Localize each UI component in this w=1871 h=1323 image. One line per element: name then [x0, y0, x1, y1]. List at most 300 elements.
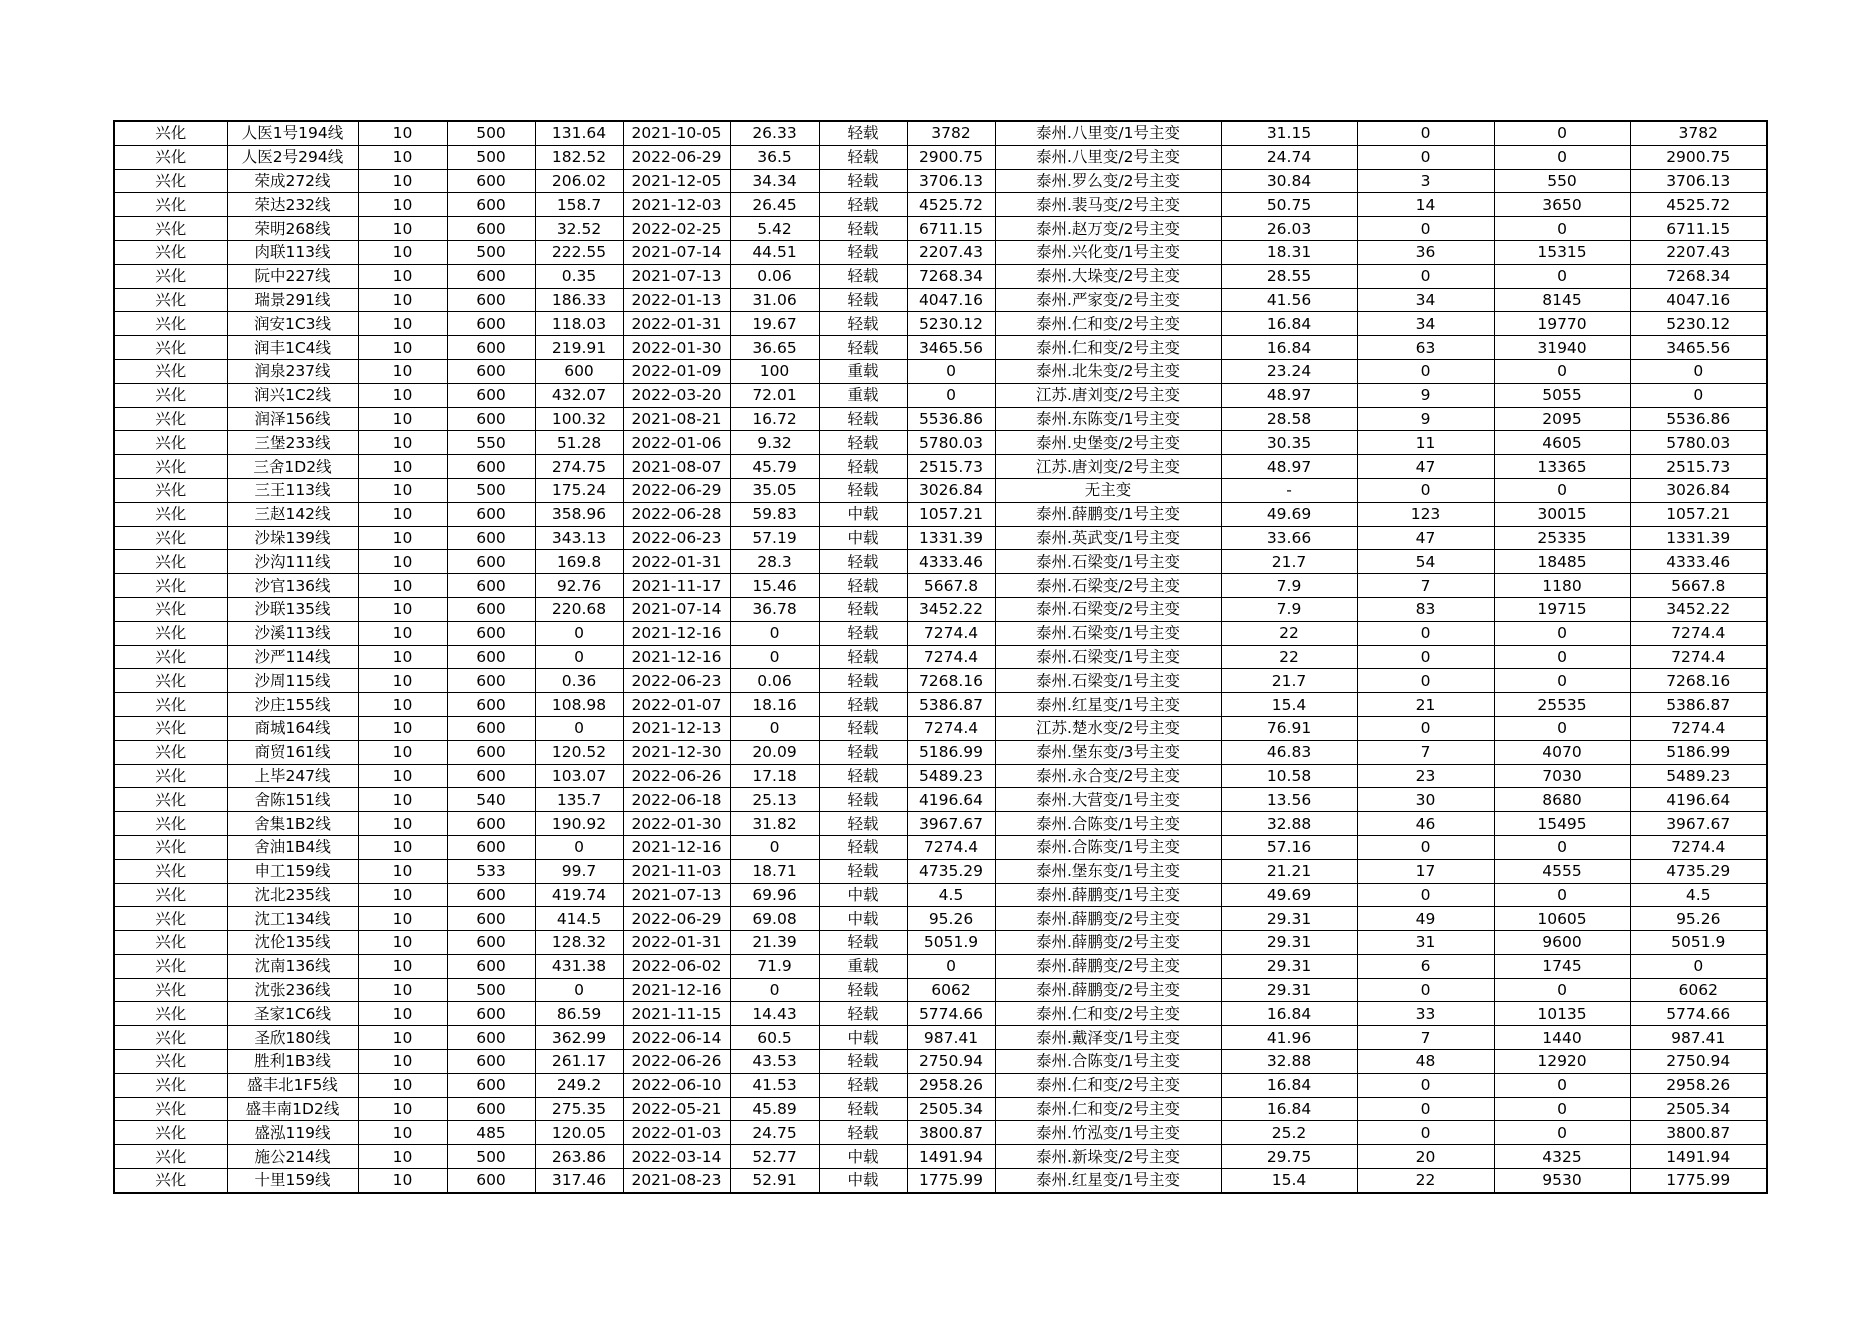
line-name-cell: 沈工134线: [227, 907, 358, 931]
rated-capacity-cell: 600: [447, 288, 535, 312]
available-capacity-cell: 3452.22: [907, 597, 995, 621]
user-capacity-cell: 3650: [1494, 193, 1630, 217]
substation-transformer-cell: 泰州.合陈变/1号主变: [995, 812, 1221, 836]
user-count-cell: 7: [1357, 574, 1494, 598]
remaining-capacity-cell: 7274.4: [1630, 645, 1767, 669]
available-capacity-cell: 3800.87: [907, 1121, 995, 1145]
load-rate-cell: 60.5: [730, 1026, 819, 1050]
user-capacity-cell: 25535: [1494, 693, 1630, 717]
load-status-cell: 轻载: [819, 740, 907, 764]
peak-load-cell: 0: [535, 835, 623, 859]
substation-transformer-cell: 泰州.八里变/1号主变: [995, 121, 1221, 145]
rated-capacity-cell: 600: [447, 455, 535, 479]
peak-load-cell: 263.86: [535, 1145, 623, 1169]
available-capacity-cell: 1775.99: [907, 1169, 995, 1193]
load-status-cell: 轻载: [819, 764, 907, 788]
line-name-cell: 沙联135线: [227, 597, 358, 621]
substation-transformer-cell: 泰州.堡东变/1号主变: [995, 859, 1221, 883]
peak-load-cell: 120.05: [535, 1121, 623, 1145]
transformer-load-rate-cell: 7.9: [1221, 597, 1357, 621]
rated-capacity-cell: 500: [447, 478, 535, 502]
voltage-cell: 10: [358, 121, 447, 145]
rated-capacity-cell: 500: [447, 240, 535, 264]
region-cell: 兴化: [114, 764, 227, 788]
remaining-capacity-cell: 3465.56: [1630, 336, 1767, 360]
user-capacity-cell: 7030: [1494, 764, 1630, 788]
load-rate-cell: 0: [730, 621, 819, 645]
remaining-capacity-cell: 5051.9: [1630, 931, 1767, 955]
line-name-cell: 润泽156线: [227, 407, 358, 431]
peak-load-cell: 432.07: [535, 383, 623, 407]
user-capacity-cell: 1180: [1494, 574, 1630, 598]
load-status-cell: 中载: [819, 1169, 907, 1193]
available-capacity-cell: 6062: [907, 978, 995, 1002]
user-capacity-cell: 0: [1494, 1073, 1630, 1097]
load-rate-cell: 69.08: [730, 907, 819, 931]
load-rate-cell: 0: [730, 978, 819, 1002]
user-count-cell: 0: [1357, 1121, 1494, 1145]
line-name-cell: 施公214线: [227, 1145, 358, 1169]
table-row: [114, 788, 1767, 812]
transformer-load-rate-cell: 33.66: [1221, 526, 1357, 550]
voltage-cell: 10: [358, 550, 447, 574]
remaining-capacity-cell: 6711.15: [1630, 217, 1767, 241]
remaining-capacity-cell: 2900.75: [1630, 145, 1767, 169]
load-rate-cell: 36.78: [730, 597, 819, 621]
user-capacity-cell: 550: [1494, 169, 1630, 193]
user-count-cell: 123: [1357, 502, 1494, 526]
region-cell: 兴化: [114, 1050, 227, 1074]
region-cell: 兴化: [114, 240, 227, 264]
user-count-cell: 33: [1357, 1002, 1494, 1026]
line-name-cell: 三王113线: [227, 478, 358, 502]
user-capacity-cell: 1440: [1494, 1026, 1630, 1050]
available-capacity-cell: 5186.99: [907, 740, 995, 764]
line-name-cell: 舍集1B2线: [227, 812, 358, 836]
user-capacity-cell: 0: [1494, 478, 1630, 502]
user-count-cell: 21: [1357, 693, 1494, 717]
remaining-capacity-cell: 7274.4: [1630, 835, 1767, 859]
available-capacity-cell: 4047.16: [907, 288, 995, 312]
line-name-cell: 申工159线: [227, 859, 358, 883]
available-capacity-cell: 3782: [907, 121, 995, 145]
rated-capacity-cell: 500: [447, 145, 535, 169]
peak-load-cell: 275.35: [535, 1097, 623, 1121]
user-count-cell: 0: [1357, 645, 1494, 669]
user-capacity-cell: 9530: [1494, 1169, 1630, 1193]
user-capacity-cell: 19715: [1494, 597, 1630, 621]
load-rate-cell: 0.06: [730, 669, 819, 693]
load-rate-cell: 20.09: [730, 740, 819, 764]
transformer-load-rate-cell: 29.31: [1221, 978, 1357, 1002]
rated-capacity-cell: 600: [447, 359, 535, 383]
line-name-cell: 润泉237线: [227, 359, 358, 383]
line-name-cell: 沙官136线: [227, 574, 358, 598]
region-cell: 兴化: [114, 359, 227, 383]
substation-transformer-cell: 泰州.八里变/2号主变: [995, 145, 1221, 169]
load-status-cell: 轻载: [819, 812, 907, 836]
voltage-cell: 10: [358, 883, 447, 907]
transformer-load-rate-cell: 18.31: [1221, 240, 1357, 264]
load-status-cell: 轻载: [819, 550, 907, 574]
load-status-cell: 轻载: [819, 288, 907, 312]
region-cell: 兴化: [114, 121, 227, 145]
peak-load-cell: 92.76: [535, 574, 623, 598]
region-cell: 兴化: [114, 383, 227, 407]
transformer-load-rate-cell: 13.56: [1221, 788, 1357, 812]
load-status-cell: 轻载: [819, 835, 907, 859]
peak-load-cell: 0: [535, 716, 623, 740]
peak-load-cell: 0: [535, 621, 623, 645]
load-status-cell: 轻载: [819, 1121, 907, 1145]
load-rate-cell: 31.06: [730, 288, 819, 312]
load-rate-cell: 24.75: [730, 1121, 819, 1145]
available-capacity-cell: 1331.39: [907, 526, 995, 550]
load-status-cell: 轻载: [819, 478, 907, 502]
peak-load-cell: 100.32: [535, 407, 623, 431]
available-capacity-cell: 2958.26: [907, 1073, 995, 1097]
remaining-capacity-cell: 7268.34: [1630, 264, 1767, 288]
remaining-capacity-cell: 4.5: [1630, 883, 1767, 907]
voltage-cell: 10: [358, 264, 447, 288]
substation-transformer-cell: 泰州.东陈变/1号主变: [995, 407, 1221, 431]
transformer-load-rate-cell: 46.83: [1221, 740, 1357, 764]
remaining-capacity-cell: 4047.16: [1630, 288, 1767, 312]
remaining-capacity-cell: 2515.73: [1630, 455, 1767, 479]
transformer-load-rate-cell: 16.84: [1221, 312, 1357, 336]
available-capacity-cell: 95.26: [907, 907, 995, 931]
peak-load-cell: 414.5: [535, 907, 623, 931]
substation-transformer-cell: 江苏.唐刘变/2号主变: [995, 455, 1221, 479]
user-capacity-cell: 2095: [1494, 407, 1630, 431]
voltage-cell: 10: [358, 931, 447, 955]
load-status-cell: 轻载: [819, 264, 907, 288]
substation-transformer-cell: 泰州.红星变/1号主变: [995, 693, 1221, 717]
rated-capacity-cell: 500: [447, 1145, 535, 1169]
available-capacity-cell: 2750.94: [907, 1050, 995, 1074]
transformer-load-rate-cell: 21.7: [1221, 550, 1357, 574]
voltage-cell: 10: [358, 431, 447, 455]
peak-date-cell: 2021-12-05: [623, 169, 730, 193]
transformer-load-rate-cell: 21.7: [1221, 669, 1357, 693]
line-name-cell: 三赵142线: [227, 502, 358, 526]
line-name-cell: 沙周115线: [227, 669, 358, 693]
region-cell: 兴化: [114, 931, 227, 955]
peak-date-cell: 2022-01-03: [623, 1121, 730, 1145]
peak-date-cell: 2021-11-15: [623, 1002, 730, 1026]
peak-date-cell: 2022-06-23: [623, 669, 730, 693]
region-cell: 兴化: [114, 526, 227, 550]
remaining-capacity-cell: 5780.03: [1630, 431, 1767, 455]
region-cell: 兴化: [114, 217, 227, 241]
remaining-capacity-cell: 0: [1630, 954, 1767, 978]
load-rate-cell: 28.3: [730, 550, 819, 574]
user-capacity-cell: 0: [1494, 716, 1630, 740]
available-capacity-cell: 3465.56: [907, 336, 995, 360]
available-capacity-cell: 5667.8: [907, 574, 995, 598]
peak-date-cell: 2022-06-29: [623, 907, 730, 931]
transformer-load-rate-cell: 50.75: [1221, 193, 1357, 217]
region-cell: 兴化: [114, 312, 227, 336]
transformer-load-rate-cell: 29.31: [1221, 931, 1357, 955]
load-rate-cell: 5.42: [730, 217, 819, 241]
user-count-cell: 0: [1357, 217, 1494, 241]
peak-date-cell: 2022-01-07: [623, 693, 730, 717]
rated-capacity-cell: 600: [447, 1050, 535, 1074]
line-name-cell: 润丰1C4线: [227, 336, 358, 360]
voltage-cell: 10: [358, 740, 447, 764]
user-capacity-cell: 0: [1494, 978, 1630, 1002]
transformer-load-rate-cell: 41.56: [1221, 288, 1357, 312]
substation-transformer-cell: 泰州.罗么变/2号主变: [995, 169, 1221, 193]
table-row: [114, 1097, 1767, 1121]
peak-date-cell: 2021-12-03: [623, 193, 730, 217]
table-row: [114, 431, 1767, 455]
region-cell: 兴化: [114, 693, 227, 717]
line-name-cell: 沙庄155线: [227, 693, 358, 717]
available-capacity-cell: 5774.66: [907, 1002, 995, 1026]
table-row: [114, 336, 1767, 360]
available-capacity-cell: 7274.4: [907, 645, 995, 669]
table-row: [114, 740, 1767, 764]
table-row: [114, 812, 1767, 836]
table-row: [114, 288, 1767, 312]
peak-load-cell: 128.32: [535, 931, 623, 955]
load-rate-cell: 18.71: [730, 859, 819, 883]
substation-transformer-cell: 泰州.赵万变/2号主变: [995, 217, 1221, 241]
peak-date-cell: 2022-01-30: [623, 812, 730, 836]
user-count-cell: 17: [1357, 859, 1494, 883]
voltage-cell: 10: [358, 1073, 447, 1097]
load-status-cell: 轻载: [819, 121, 907, 145]
peak-date-cell: 2021-08-23: [623, 1169, 730, 1193]
peak-load-cell: 158.7: [535, 193, 623, 217]
transformer-load-rate-cell: 29.31: [1221, 954, 1357, 978]
peak-load-cell: 103.07: [535, 764, 623, 788]
peak-load-cell: 358.96: [535, 502, 623, 526]
remaining-capacity-cell: 3026.84: [1630, 478, 1767, 502]
load-rate-cell: 52.91: [730, 1169, 819, 1193]
load-rate-cell: 52.77: [730, 1145, 819, 1169]
voltage-cell: 10: [358, 1121, 447, 1145]
remaining-capacity-cell: 1491.94: [1630, 1145, 1767, 1169]
region-cell: 兴化: [114, 645, 227, 669]
peak-load-cell: 274.75: [535, 455, 623, 479]
substation-transformer-cell: 泰州.薛鹏变/2号主变: [995, 931, 1221, 955]
line-name-cell: 胜利1B3线: [227, 1050, 358, 1074]
user-capacity-cell: 4605: [1494, 431, 1630, 455]
available-capacity-cell: 2505.34: [907, 1097, 995, 1121]
load-status-cell: 重载: [819, 359, 907, 383]
load-rate-cell: 31.82: [730, 812, 819, 836]
region-cell: 兴化: [114, 1073, 227, 1097]
rated-capacity-cell: 500: [447, 121, 535, 145]
load-status-cell: 轻载: [819, 193, 907, 217]
peak-date-cell: 2022-06-23: [623, 526, 730, 550]
available-capacity-cell: 1057.21: [907, 502, 995, 526]
voltage-cell: 10: [358, 1026, 447, 1050]
peak-date-cell: 2021-12-16: [623, 621, 730, 645]
peak-date-cell: 2022-06-26: [623, 1050, 730, 1074]
rated-capacity-cell: 600: [447, 407, 535, 431]
load-status-cell: 中载: [819, 502, 907, 526]
user-count-cell: 0: [1357, 1097, 1494, 1121]
transformer-load-rate-cell: 30.84: [1221, 169, 1357, 193]
load-rate-cell: 36.65: [730, 336, 819, 360]
rated-capacity-cell: 600: [447, 217, 535, 241]
peak-date-cell: 2022-06-26: [623, 764, 730, 788]
rated-capacity-cell: 600: [447, 669, 535, 693]
load-status-cell: 轻载: [819, 217, 907, 241]
load-status-cell: 轻载: [819, 407, 907, 431]
region-cell: 兴化: [114, 1169, 227, 1193]
peak-load-cell: 190.92: [535, 812, 623, 836]
peak-date-cell: 2021-12-16: [623, 645, 730, 669]
substation-transformer-cell: 江苏.楚水变/2号主变: [995, 716, 1221, 740]
region-cell: 兴化: [114, 883, 227, 907]
region-cell: 兴化: [114, 812, 227, 836]
user-capacity-cell: 12920: [1494, 1050, 1630, 1074]
line-name-cell: 瑞景291线: [227, 288, 358, 312]
peak-load-cell: 343.13: [535, 526, 623, 550]
voltage-cell: 10: [358, 526, 447, 550]
region-cell: 兴化: [114, 407, 227, 431]
table-row: [114, 621, 1767, 645]
user-capacity-cell: 4325: [1494, 1145, 1630, 1169]
voltage-cell: 10: [358, 859, 447, 883]
rated-capacity-cell: 600: [447, 645, 535, 669]
substation-transformer-cell: 泰州.兴化变/1号主变: [995, 240, 1221, 264]
rated-capacity-cell: 600: [447, 1026, 535, 1050]
line-name-cell: 三舍1D2线: [227, 455, 358, 479]
transformer-load-rate-cell: -: [1221, 478, 1357, 502]
user-count-cell: 9: [1357, 407, 1494, 431]
load-status-cell: 轻载: [819, 621, 907, 645]
transformer-load-rate-cell: 32.88: [1221, 1050, 1357, 1074]
line-name-cell: 荣达232线: [227, 193, 358, 217]
load-status-cell: 轻载: [819, 645, 907, 669]
load-status-cell: 重载: [819, 954, 907, 978]
user-capacity-cell: 8145: [1494, 288, 1630, 312]
peak-load-cell: 261.17: [535, 1050, 623, 1074]
substation-transformer-cell: 泰州.裴马变/2号主变: [995, 193, 1221, 217]
voltage-cell: 10: [358, 716, 447, 740]
user-count-cell: 20: [1357, 1145, 1494, 1169]
user-capacity-cell: 0: [1494, 121, 1630, 145]
user-count-cell: 48: [1357, 1050, 1494, 1074]
peak-load-cell: 317.46: [535, 1169, 623, 1193]
user-count-cell: 0: [1357, 883, 1494, 907]
table-row: [114, 502, 1767, 526]
substation-transformer-cell: 泰州.石梁变/1号主变: [995, 645, 1221, 669]
line-name-cell: 沈北235线: [227, 883, 358, 907]
line-name-cell: 沙溪113线: [227, 621, 358, 645]
remaining-capacity-cell: 0: [1630, 359, 1767, 383]
region-cell: 兴化: [114, 716, 227, 740]
peak-date-cell: 2021-12-16: [623, 835, 730, 859]
substation-transformer-cell: 泰州.薛鹏变/2号主变: [995, 954, 1221, 978]
load-rate-cell: 41.53: [730, 1073, 819, 1097]
line-name-cell: 舍陈151线: [227, 788, 358, 812]
user-capacity-cell: 0: [1494, 645, 1630, 669]
transformer-load-rate-cell: 16.84: [1221, 1073, 1357, 1097]
remaining-capacity-cell: 95.26: [1630, 907, 1767, 931]
remaining-capacity-cell: 2207.43: [1630, 240, 1767, 264]
line-name-cell: 三堡233线: [227, 431, 358, 455]
voltage-cell: 10: [358, 597, 447, 621]
rated-capacity-cell: 600: [447, 907, 535, 931]
rated-capacity-cell: 600: [447, 169, 535, 193]
available-capacity-cell: 4333.46: [907, 550, 995, 574]
transformer-load-rate-cell: 24.74: [1221, 145, 1357, 169]
substation-transformer-cell: 泰州.新垛变/2号主变: [995, 1145, 1221, 1169]
available-capacity-cell: 4.5: [907, 883, 995, 907]
load-rate-cell: 15.46: [730, 574, 819, 598]
table-row: [114, 240, 1767, 264]
table-row: [114, 312, 1767, 336]
line-name-cell: 润安1C3线: [227, 312, 358, 336]
peak-load-cell: 169.8: [535, 550, 623, 574]
remaining-capacity-cell: 7274.4: [1630, 716, 1767, 740]
user-capacity-cell: 30015: [1494, 502, 1630, 526]
region-cell: 兴化: [114, 145, 227, 169]
user-count-cell: 0: [1357, 621, 1494, 645]
available-capacity-cell: 7274.4: [907, 716, 995, 740]
table-row: [114, 716, 1767, 740]
remaining-capacity-cell: 7268.16: [1630, 669, 1767, 693]
peak-date-cell: 2022-01-31: [623, 550, 730, 574]
peak-date-cell: 2022-01-13: [623, 288, 730, 312]
line-name-cell: 人医1号194线: [227, 121, 358, 145]
substation-transformer-cell: 泰州.史堡变/2号主变: [995, 431, 1221, 455]
voltage-cell: 10: [358, 907, 447, 931]
peak-date-cell: 2021-10-05: [623, 121, 730, 145]
line-name-cell: 舍油1B4线: [227, 835, 358, 859]
table-row: [114, 645, 1767, 669]
peak-load-cell: 51.28: [535, 431, 623, 455]
transformer-load-rate-cell: 25.2: [1221, 1121, 1357, 1145]
voltage-cell: 10: [358, 145, 447, 169]
table-row: [114, 407, 1767, 431]
peak-load-cell: 222.55: [535, 240, 623, 264]
remaining-capacity-cell: 2505.34: [1630, 1097, 1767, 1121]
remaining-capacity-cell: 1331.39: [1630, 526, 1767, 550]
region-cell: 兴化: [114, 478, 227, 502]
region-cell: 兴化: [114, 336, 227, 360]
substation-transformer-cell: 泰州.仁和变/2号主变: [995, 1097, 1221, 1121]
remaining-capacity-cell: 5186.99: [1630, 740, 1767, 764]
user-count-cell: 46: [1357, 812, 1494, 836]
transformer-load-rate-cell: 7.9: [1221, 574, 1357, 598]
load-status-cell: 轻载: [819, 240, 907, 264]
table-row: [114, 169, 1767, 193]
table-row: [114, 1026, 1767, 1050]
table-row: [114, 193, 1767, 217]
load-rate-cell: 45.89: [730, 1097, 819, 1121]
transformer-load-rate-cell: 41.96: [1221, 1026, 1357, 1050]
user-capacity-cell: 0: [1494, 669, 1630, 693]
table-row: [114, 550, 1767, 574]
peak-load-cell: 131.64: [535, 121, 623, 145]
table-row: [114, 1169, 1767, 1193]
table-row: [114, 1002, 1767, 1026]
transformer-load-rate-cell: 31.15: [1221, 121, 1357, 145]
load-rate-cell: 72.01: [730, 383, 819, 407]
user-capacity-cell: 15315: [1494, 240, 1630, 264]
remaining-capacity-cell: 5774.66: [1630, 1002, 1767, 1026]
user-capacity-cell: 25335: [1494, 526, 1630, 550]
available-capacity-cell: 7274.4: [907, 835, 995, 859]
